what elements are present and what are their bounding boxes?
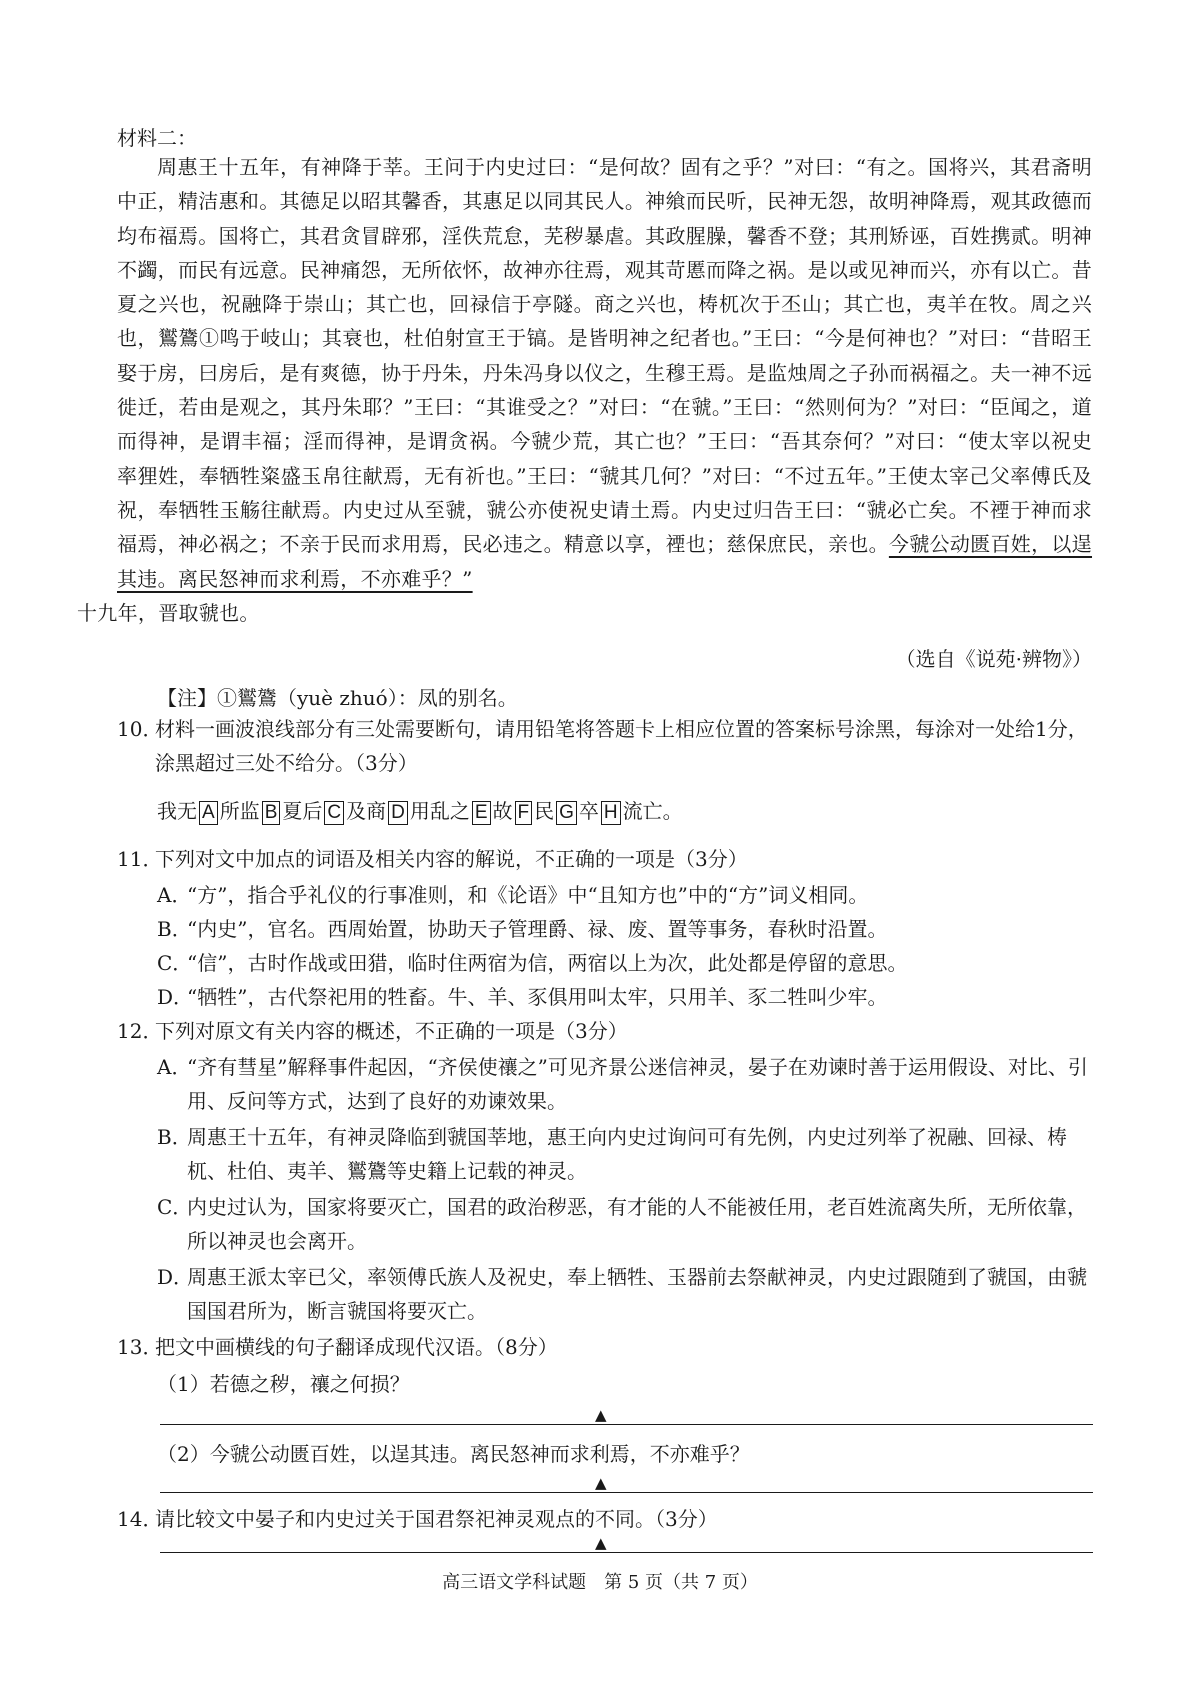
question-10 <box>117 712 1092 780</box>
option-text: 周惠王十五年，有神灵降临到虢国莘地，惠王向内史过询问可有先例，内史过列举了祝融、回禄、梼杌、杜伯、夷羊、鸑鷟等史籍上记载的神灵。 <box>187 1125 1067 1183</box>
question-12 <box>117 1014 1092 1048</box>
question-text: 下列对文中加点的词语及相关内容的解说，不正确的一项是（3分） <box>155 847 748 871</box>
question-text: 把文中画横线的句子翻译成现代汉语。（8分） <box>155 1335 558 1359</box>
page-footer: 高三语文学科试题 第 5 页（共 7 页） <box>442 1572 758 1593</box>
question-14 <box>117 1502 1092 1536</box>
question-text: 请比较文中晏子和内史过关于国君祭祀神灵观点的不同。（3分） <box>155 1507 718 1531</box>
answer-box-b[interactable]: B <box>262 801 281 825</box>
answer-box-e[interactable]: E <box>472 801 491 825</box>
question-11 <box>117 842 1092 876</box>
segment: 及商 <box>346 799 387 823</box>
segment: 夏后 <box>282 799 323 823</box>
segment: 民 <box>534 799 555 823</box>
answer-marker-icon: ▲ <box>595 1406 607 1424</box>
option-label: C． <box>157 951 193 975</box>
option-label: A． <box>157 883 192 907</box>
answer-line-14[interactable] <box>160 1552 1093 1553</box>
answer-marker-icon: ▲ <box>595 1534 607 1552</box>
option-text: “齐有彗星”解释事件起因，“齐侯使禳之”可见齐景公迷信神灵，晏子在劝谏时善于运用假设、对比、引用、反问等方式，达到了良好的劝谏效果。 <box>187 1055 1088 1113</box>
option-label: C． <box>157 1195 193 1219</box>
answer-line-13-1[interactable] <box>160 1424 1093 1425</box>
answer-box-g[interactable]: G <box>556 801 577 825</box>
question-number: 13． <box>117 1335 163 1359</box>
q13-subquestion-2: （2）今虢公动匮百姓，以逞其违。离民怒神而求利焉，不亦难乎？ <box>157 1442 750 1466</box>
segment: 流亡。 <box>622 799 683 823</box>
option-label: D． <box>157 985 194 1009</box>
question-number: 11． <box>117 847 163 871</box>
q12-option-b[interactable] <box>157 1120 1092 1188</box>
answer-box-d[interactable]: D <box>388 801 408 825</box>
answer-marker-icon: ▲ <box>595 1474 607 1492</box>
section-label: 材料二： <box>117 126 197 150</box>
q12-option-c[interactable] <box>157 1190 1092 1258</box>
option-text: 周惠王派太宰已父，率领傅氏族人及祝史，奉上牺牲、玉器前去祭献神灵，内史过跟随到了虢国，由虢国国君所为，断言虢国将要灭亡。 <box>187 1265 1087 1323</box>
q12-option-d[interactable] <box>157 1260 1092 1328</box>
question-number: 14． <box>117 1507 163 1531</box>
option-text: “方”，指合乎礼仪的行事准则，和《论语》中“且知方也”中的“方”词义相同。 <box>187 883 869 907</box>
option-text: “信”，古时作战或田猎，临时住两宿为信，两宿以上为次，此处都是停留的意思。 <box>187 951 908 975</box>
answer-box-h[interactable]: H <box>601 801 621 825</box>
q11-option-c[interactable] <box>157 946 1092 980</box>
option-text: 内史过认为，国家将要灭亡，国君的政治秽恶，有才能的人不能被任用，老百姓流离失所，无所依靠，所以神灵也会离开。 <box>187 1195 1087 1253</box>
segment: 卒 <box>578 799 599 823</box>
answer-box-f[interactable]: F <box>515 801 533 825</box>
passage-tail: 十九年，晋取虢也。 <box>77 600 260 625</box>
option-label: A． <box>157 1055 192 1079</box>
answer-line-13-2[interactable] <box>160 1492 1093 1493</box>
q11-option-b[interactable] <box>157 912 1092 946</box>
segment: 我无 <box>157 799 197 823</box>
segment: 用乱之 <box>409 799 470 823</box>
passage-underlined-sentence: 今虢公动匮百姓，以逞其违。离民怒神而求利焉，不亦难乎？” <box>117 532 1093 591</box>
q10-segment-line <box>157 794 683 828</box>
passage <box>77 150 1093 630</box>
q11-option-a[interactable] <box>157 878 1092 912</box>
q12-option-a[interactable] <box>157 1050 1092 1118</box>
question-number: 12． <box>117 1019 163 1043</box>
answer-box-a[interactable]: A <box>199 801 218 825</box>
question-number: 10． <box>117 717 163 741</box>
source-citation: （选自《说苑·辨物》） <box>895 647 1092 671</box>
question-13 <box>117 1330 1092 1364</box>
q13-subquestion-1: （1）若德之秽，禳之何损？ <box>157 1372 410 1396</box>
option-label: D． <box>157 1265 194 1289</box>
option-text: “内史”，官名。西周始置，协助天子管理爵、禄、废、置等事务，春秋时沿置。 <box>187 917 888 941</box>
passage-body: 周惠王十五年，有神降于莘。王问于内史过曰：“是何故？固有之乎？”对曰：“有之。国将兴，其君斋明中正，精洁惠和。其德足以昭其馨香，其惠足以同其民人。神飨而民听，民神无怨，故明神降焉，观其政德而均布福焉。国将亡，其君贪冒辟邪，淫佚荒怠，芜秽暴虐。其政腥臊，馨香不登；其刑矫诬，百姓携贰。明神不蠲，而民有远意。民神痛怨，无所依怀，故神亦往焉，观其苛慝而降之祸。是以或见神而兴，亦有以亡。昔夏之兴也，祝融降于崇山；其亡也，回禄信于亭隧。商之兴也，梼杌次于丕山；其亡也，夷羊在牧。周之兴也，鸑鷟①鸣于岐山；其衰也，杜伯射宣王于镐。是皆明神之纪者也。”王曰：“今是何神也？”对曰：“昔昭王娶于房，曰房后，是有爽德，协于丹朱，丹朱冯身以仪之，生穆王焉。是监烛周之子孙而祸福之。夫一神不远徙迁，若由是观之，其丹朱耶？”王曰：“其谁受之？”对曰：“在虢。”王曰：“然则何为？”对曰：“臣闻之，道而得神，是谓丰福；淫而得神，是谓贪祸。今虢少荒，其亡也？”王曰：“吾其奈何？”对曰：“使太宰以祝史率狸姓，奉牺牲粢盛玉帛往献焉，无有祈也。”王曰：“虢其几何？”对曰：“不过五年。”王使太宰己父率傅氏及祝，奉牺牲玉觞往献焉。内史过从至虢，虢公亦使祝史请土焉。内史过归告王曰：“虢必亡矣。不禋于神而求福焉，神必祸之；不亲于民而求用焉，民必违之。精意以享，禋也；慈保庶民，亲也。 <box>117 155 1092 557</box>
question-text: 下列对原文有关内容的概述，不正确的一项是（3分） <box>155 1019 628 1043</box>
option-label: B． <box>157 1125 192 1149</box>
question-text: 材料一画波浪线部分有三处需要断句，请用铅笔将答题卡上相应位置的答案标号涂黑，每涂对一处给1分，涂黑超过三处不给分。（3分） <box>155 717 1088 775</box>
answer-box-c[interactable]: C <box>324 801 344 825</box>
option-label: B． <box>157 917 192 941</box>
q11-option-d[interactable] <box>157 980 1092 1014</box>
footnote: 【注】①鸑鷟（yuè zhuó）：凤的别名。 <box>157 686 518 710</box>
segment: 所监 <box>219 799 260 823</box>
option-text: “牺牲”，古代祭祀用的牲畜。牛、羊、豕俱用叫太牢，只用羊、豕二牲叫少牢。 <box>187 985 888 1009</box>
segment: 故 <box>492 799 513 823</box>
